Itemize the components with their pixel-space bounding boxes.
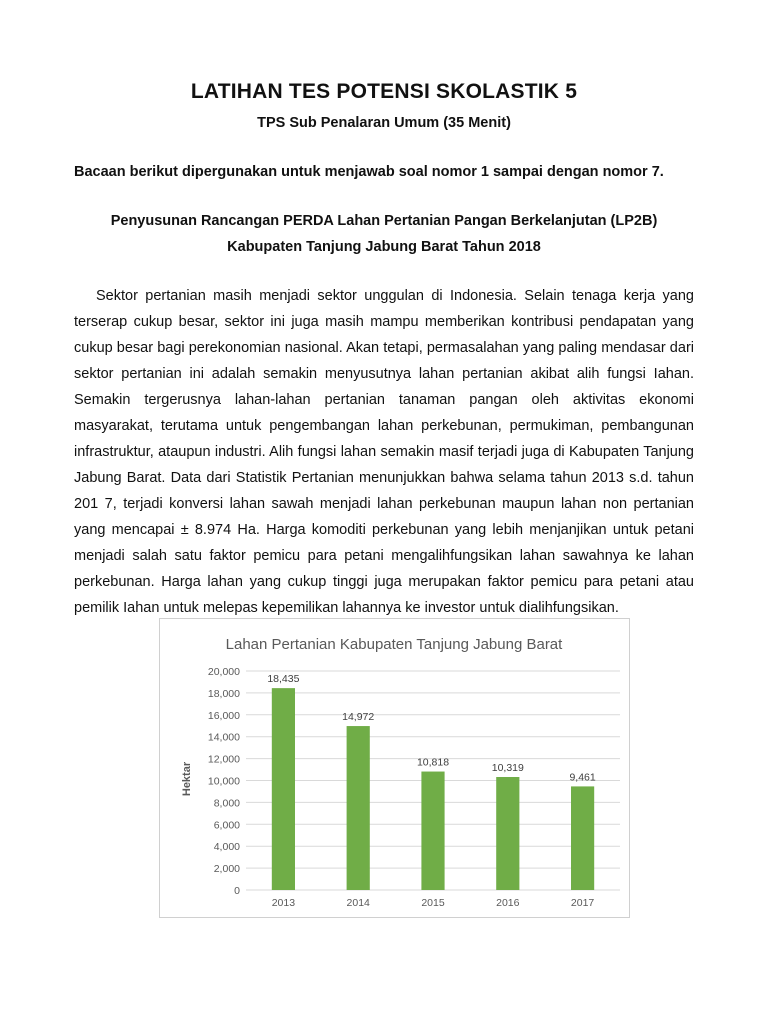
bar-2016: [496, 777, 519, 890]
y-tick-label: 10,000: [207, 775, 240, 788]
y-tick-label: 0: [234, 885, 240, 897]
data-label: 14,972: [342, 711, 375, 724]
reading-instruction: Bacaan berikut dipergunakan untuk menjawab soal nomor 1 sampai dengan nomor 7.: [74, 164, 664, 180]
data-label: 18,435: [267, 673, 300, 686]
chart-title: Lahan Pertanian Kabupaten Tanjung Jabung Barat: [225, 636, 563, 653]
y-axis-title: Hektar: [181, 761, 193, 797]
data-label: 10,818: [416, 756, 450, 769]
x-tick-label: 2014: [346, 897, 370, 909]
y-tick-label: 2,000: [213, 863, 240, 876]
bar-chart: [159, 618, 630, 918]
bar-2014: [347, 726, 370, 890]
bar-2017: [571, 786, 594, 890]
y-tick-label: 6,000: [213, 819, 240, 832]
document-subtitle: TPS Sub Penalaran Umum (35 Menit): [257, 115, 511, 131]
y-tick-label: 12,000: [207, 753, 240, 766]
bar-2015: [421, 772, 444, 890]
passage-title: Penyusunan Rancangan PERDA Lahan Pertanian Pangan Berkelanjutan (LP2B) Kabupaten Tanjung Jabung Barat Tahun 2018: [110, 213, 658, 255]
document-title: LATIHAN TES POTENSI SKOLASTIK 5: [190, 80, 578, 103]
y-tick-label: 18,000: [207, 687, 240, 700]
chart-canvas: [160, 619, 629, 917]
y-tick-label: 4,000: [213, 841, 240, 854]
data-label: 10,319: [491, 762, 524, 775]
passage-paragraph: Sektor pertanian masih menjadi sektor unggulan di Indonesia. Selain tenaga kerja yang terserap cukup besar, sektor ini juga masih mampu memberikan kontribusi pendapatan yang cukup besar bagi perekonomian nasional. Akan tetapi, permasalahan yang paling mendasar dari sektor pertanian ini adalah semakin menyusutnya lahan pertanian akibat alih fungsi Iahan. Semakin tergerusnya lahan-lahan pertanian tanaman pangan oleh aktivitas ekonomi masyarakat, terutama untuk pengembangan lahan perkebunan, permukiman, pembangunan infrastruktur, ataupun industri. Alih fungsi lahan semakin masif terjadi juga di Kabupaten Tanjung Jabung Barat. Data dari Statistik Pertanian menunjukkan bahwa selama tahun 2013 s.d. tahun 201 7, terjadi konversi lahan sawah menjadi lahan perkebunan maupun lahan non pertanian yang mencapai ± 8.974 Ha. Harga komoditi perkebunan yang lebih menjanjikan untuk petani menjadi salah satu faktor pemicu para petani mengalihfungsikan lahan sawahnya ke lahan perkebunan. Harga lahan yang cukup tinggi juga merupakan faktor pemicu para petani atau pemilik Iahan untuk melepas kepemilikan lahannya ke investor untuk dialihfungsikan.: [74, 288, 694, 616]
y-tick-label: 16,000: [207, 709, 240, 722]
x-tick-label: 2016: [496, 897, 520, 909]
bar-2013: [272, 688, 295, 890]
y-tick-label: 8,000: [213, 797, 240, 810]
x-tick-label: 2015: [421, 897, 445, 909]
data-label: 9,461: [569, 771, 596, 784]
x-tick-label: 2013: [271, 897, 296, 909]
x-tick-label: 2017: [570, 897, 595, 909]
y-tick-label: 14,000: [207, 731, 240, 744]
y-tick-label: 20,000: [207, 666, 240, 678]
